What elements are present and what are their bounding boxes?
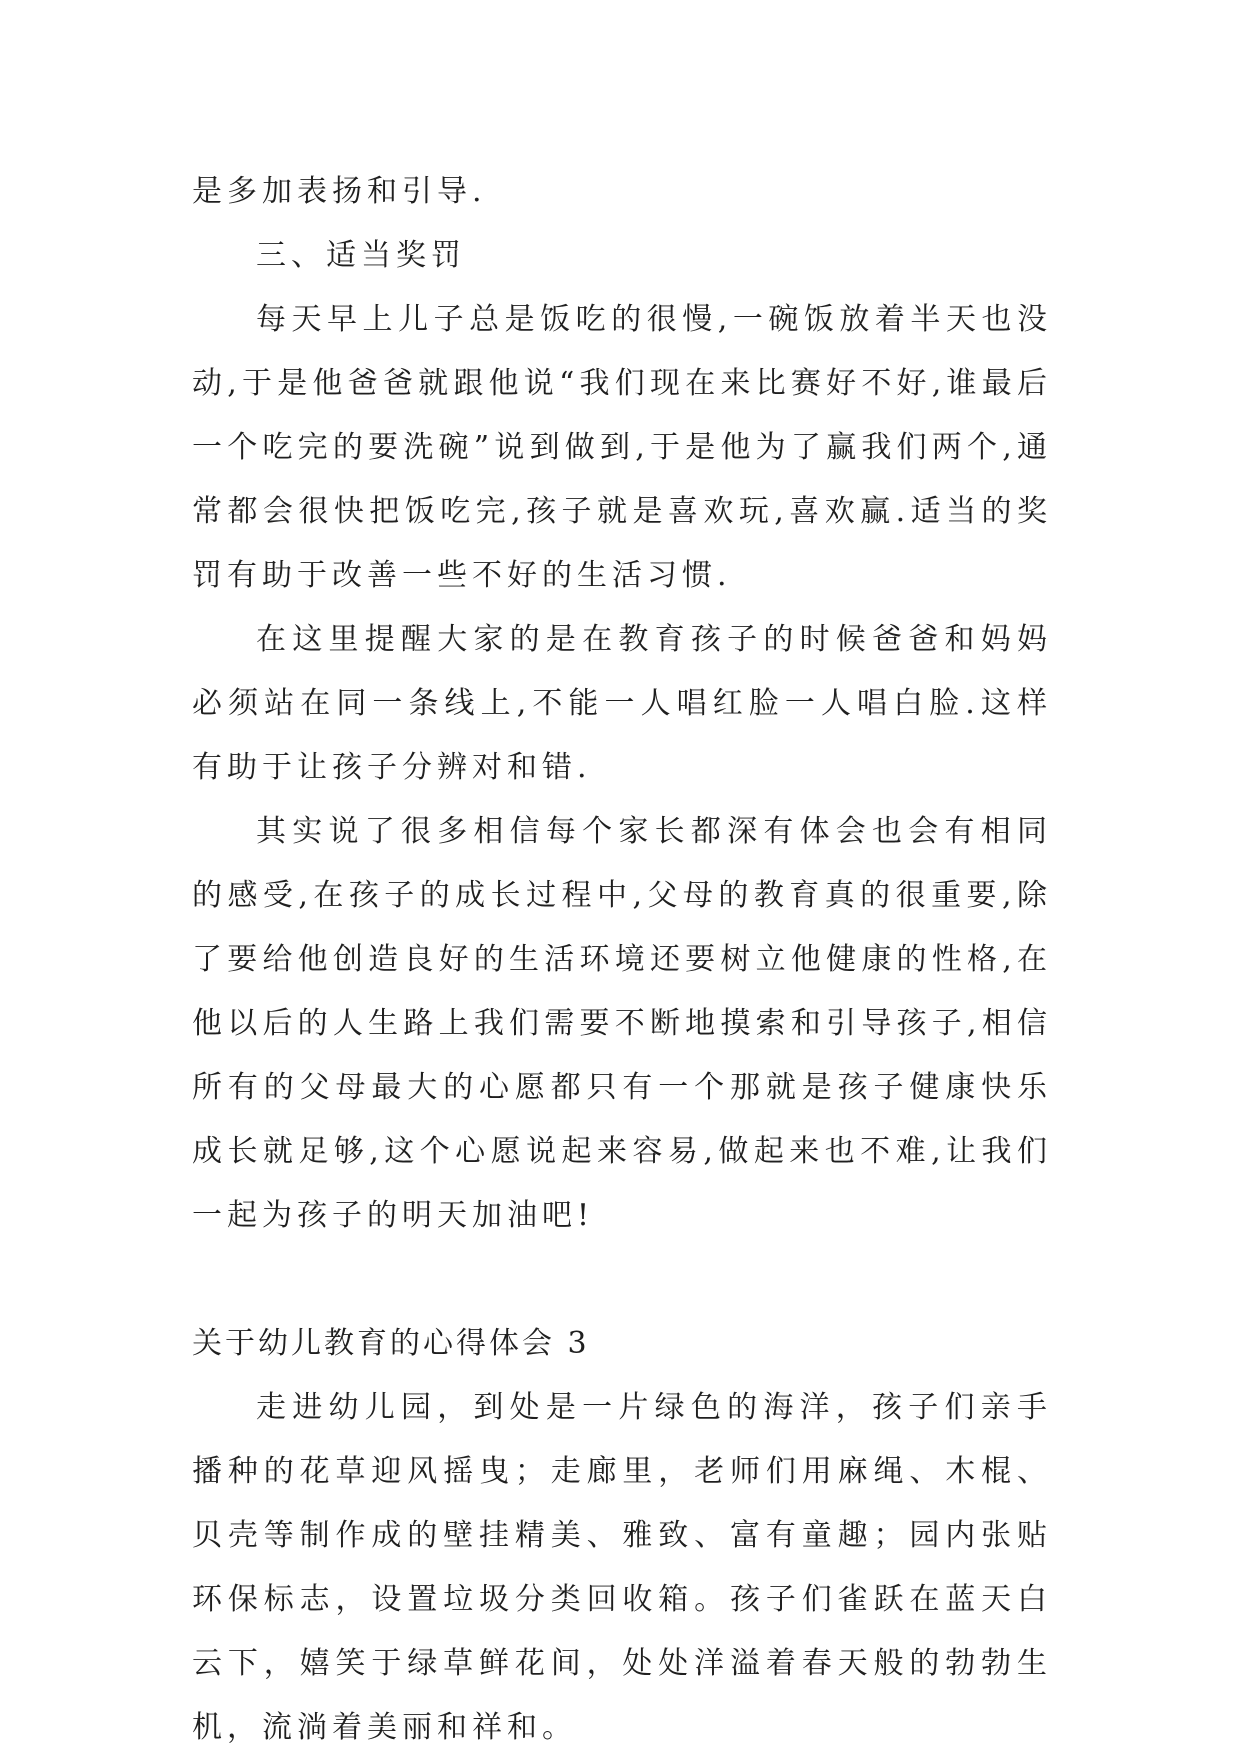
paragraph-breakfast: 每天早上儿子总是饭吃的很慢,一碗饭放着半天也没动,于是他爸爸就跟他说“我们现在来比赛好不好,谁最后一个吃完的要洗碗”说到做到,于是他为了赢我们两个,通常都会很快把饭吃完,孩子就是喜欢玩,喜欢赢.适当的奖罚有助于改善一些不好的生活习惯. [192,302,1052,593]
section-title: 关于幼儿教育的心得体会 3 [192,1326,590,1361]
paragraph-reminder: 在这里提醒大家的是在教育孩子的时候爸爸和妈妈必须站在同一条线上,不能一人唱红脸一人唱白脸.这样有助于让孩子分辨对和错. [192,622,1052,785]
paragraph-continuation: 是多加表扬和引导. [192,174,487,209]
document-body [192,160,1052,1760]
subheading-rewards: 三、适当奖罚 [256,238,466,273]
paragraph-conclusion: 其实说了很多相信每个家长都深有体会也会有相同的感受,在孩子的成长过程中,父母的教育真的很重要,除了要给他创造良好的生活环境还要树立他健康的性格,在他以后的人生路上我们需要不断地摸索和引导孩子,相信所有的父母最大的心愿都只有一个那就是孩子健康快乐成长就足够,这个心愿说起来容易,做起来也不难,让我们一起为孩子的明天加油吧! [192,814,1052,1233]
paragraph-kindergarten: 走进幼儿园，到处是一片绿色的海洋，孩子们亲手播种的花草迎风摇曳；走廊里，老师们用麻绳、木棍、贝壳等制作成的壁挂精美、雅致、富有童趣；园内张贴环保标志，设置垃圾分类回收箱。孩子们雀跃在蓝天白云下，嬉笑于绿草鲜花间，处处洋溢着春天般的勃勃生机，流淌着美丽和祥和。 [192,1390,1052,1745]
